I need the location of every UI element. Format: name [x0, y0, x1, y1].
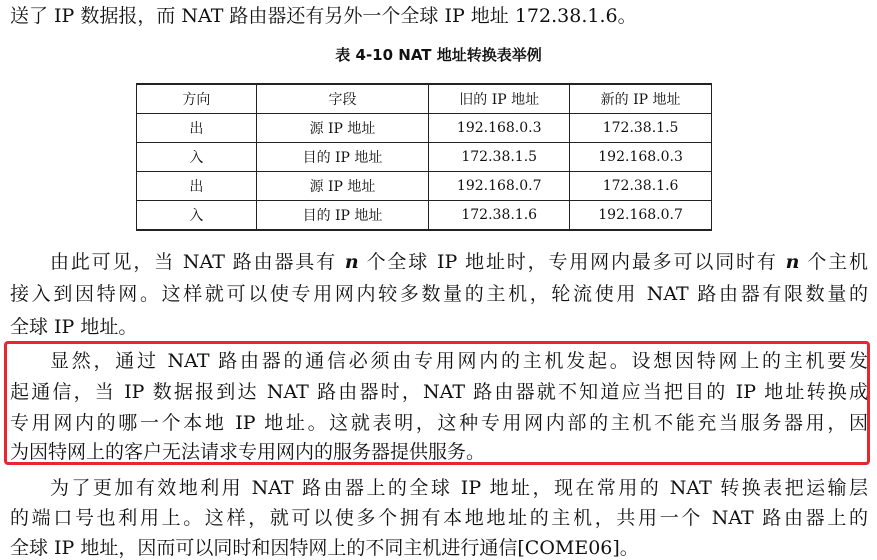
- cell-field: 源 IP 地址: [256, 172, 429, 201]
- table-row: [137, 172, 712, 201]
- table-row: [137, 201, 712, 231]
- paragraph1-line1: 由此可见，当 NAT 路由器具有 n 个全球 IP 地址时，专用网内最多可以同时有 n 个主机: [50, 251, 868, 273]
- header-direction: 方向: [137, 84, 257, 114]
- paragraph2-line4: 为因特网上的客户无法请求专用网内的服务器提供服务。: [10, 441, 486, 463]
- cell-direction: 入: [137, 143, 257, 172]
- cell-old-ip: 192.168.0.7: [429, 172, 570, 201]
- table-row: [137, 114, 712, 143]
- nat-translation-table: [136, 83, 712, 231]
- cell-new-ip: 172.38.1.5: [570, 114, 712, 143]
- cell-direction: 入: [137, 201, 257, 231]
- header-old-ip: 旧的 IP 地址: [429, 84, 570, 114]
- paragraph3-line1: 为了更加有效地利用 NAT 路由器上的全球 IP 地址，现在常用的 NAT 转换表把运输层: [50, 477, 868, 499]
- paragraph2-line2: 起通信，当 IP 数据报到达 NAT 路由器时，NAT 路由器就不知道应当把目的 IP 地址转换成: [10, 381, 868, 403]
- cell-field: 源 IP 地址: [256, 114, 429, 143]
- table-caption: 表 4-10 NAT 地址转换表举例: [335, 46, 542, 64]
- paragraph3-line2: 的端口号也利用上。这样，就可以使多个拥有本地地址的主机，共用一个 NAT 路由器上的: [10, 507, 868, 529]
- paragraph2-line3: 专用网内的哪一个本地 IP 地址。这就表明，这种专用网内部的主机不能充当服务器用，因: [10, 412, 868, 434]
- header-new-ip: 新的 IP 地址: [570, 84, 712, 114]
- cell-direction: 出: [137, 172, 257, 201]
- cell-new-ip: 172.38.1.6: [570, 172, 712, 201]
- table-row: [137, 143, 712, 172]
- paragraph2-line1: 显然，通过 NAT 路由器的通信必须由专用网内的主机发起。设想因特网上的主机要发: [50, 350, 868, 372]
- cell-old-ip: 172.38.1.5: [429, 143, 570, 172]
- cell-old-ip: 172.38.1.6: [429, 201, 570, 231]
- intro-line: 送了 IP 数据报，而 NAT 路由器还有另外一个全球 IP 地址 172.38.1.6。: [10, 5, 637, 27]
- cell-direction: 出: [137, 114, 257, 143]
- paragraph3-line3: 全球 IP 地址，因而可以同时和因特网上的不同主机进行通信[COME06]。: [10, 537, 639, 559]
- cell-old-ip: 192.168.0.3: [429, 114, 570, 143]
- cell-new-ip: 192.168.0.7: [570, 201, 712, 231]
- cell-new-ip: 192.168.0.3: [570, 143, 712, 172]
- cell-field: 目的 IP 地址: [256, 143, 429, 172]
- paragraph1-line2: 接入到因特网。这样就可以使专用网内较多数量的主机，轮流使用 NAT 路由器有限数量的: [10, 283, 868, 305]
- paragraph1-line3: 全球 IP 地址。: [10, 316, 138, 338]
- table-header-row: [137, 84, 712, 114]
- cell-field: 目的 IP 地址: [256, 201, 429, 231]
- header-field: 字段: [256, 84, 429, 114]
